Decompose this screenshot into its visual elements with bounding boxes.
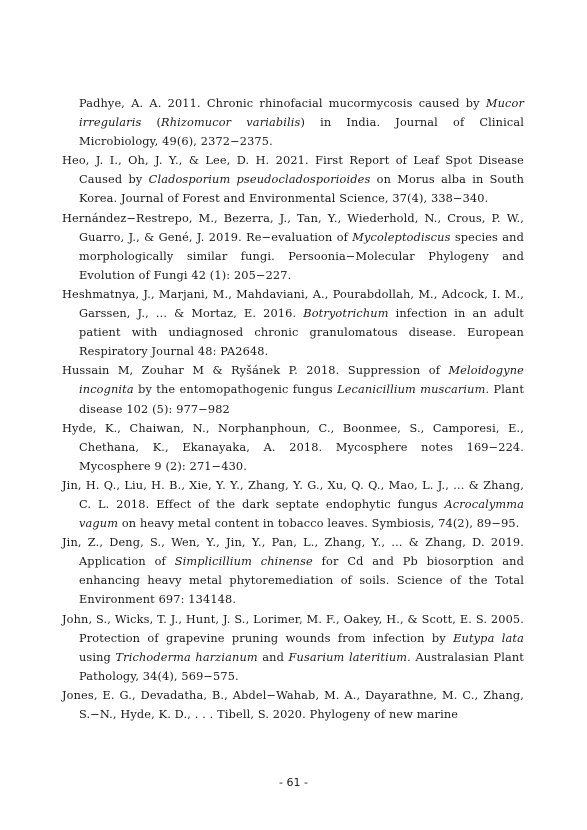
species-name: Acrocalymma vagum <box>79 497 524 531</box>
species-name: Mycoleptodiscus <box>352 230 451 244</box>
reference-text: Heshmatnya, J., Marjani, M., Mahdaviani, A., Pourabdollah, M., Adcock, I. M., Garssen, J., ... & Mortaz, E. 2016. <box>62 287 524 321</box>
reference-text: Hernández−Restrepo, M., Bezerra, J., Tan, Y., Wiederhold, N., Crous, P. W., Guarro, J., & Gené, J. 2019. Re−evaluation of <box>62 211 524 244</box>
reference-text: Jones, E. G., Devadatha, B., Abdel−Wahab, M. A., Dayarathne, M. C., Zhang, S.−N., Hyde, K. D., . . . Tibell, S. 2020. Phylogeny of new marine <box>62 688 524 721</box>
reference-text: Heo, J. I., Oh, J. Y., & Lee, D. H. 2021. First Report of Leaf Spot Disease Caused by <box>62 154 524 187</box>
reference-text: for Cd and Pb biosorption and enhancing heavy metal phytoremediation of soils. Science of the Total Environment 697: 134148. <box>79 555 524 607</box>
reference-text: . Australasian Plant Pathology, 34(4), 569−575. <box>79 650 524 683</box>
reference-text: by the entomopathogenic fungus <box>133 383 338 397</box>
species-name: Cladosporium pseudocladosporioides <box>148 173 371 187</box>
page-number: - 61 - <box>279 776 308 789</box>
species-name: Fusarium lateritium <box>288 650 408 664</box>
reference-text: using <box>79 650 116 664</box>
reference-entry <box>62 419 524 476</box>
species-name: Mucor irregularis <box>79 97 524 130</box>
reference-text: John, S., Wicks, T. J., Hunt, J. S., Lorimer, M. F., Oakey, H., & Scott, E. S. 2005. Protection of grapevine pruning wounds from infection by <box>62 612 524 645</box>
reference-entry <box>62 610 524 686</box>
reference-entry <box>62 94 524 151</box>
reference-text: on heavy metal content in tobacco leaves. Symbiosis, 74(2), 89−95. <box>118 517 520 531</box>
species-name: Eutypa lata <box>453 631 524 645</box>
species-name: Meloidogyne incognita <box>79 364 524 397</box>
species-name: Botryotrichum <box>303 307 389 321</box>
reference-text: ( <box>141 116 162 130</box>
reference-text: species and morphologically similar fungi. Persoonia−Molecular Phylogeny and Evolution of Fungi 42 (1): 205−227. <box>79 230 524 282</box>
reference-entry <box>62 285 524 361</box>
reference-text: . Plant disease 102 (5): 977−982 <box>79 383 525 416</box>
reference-text: infection in an adult patient with undiagnosed chronic granulomatous disease. European Respiratory Journal 48: PA2648. <box>79 307 524 359</box>
reference-entry <box>62 151 524 208</box>
reference-text: Hyde, K., Chaiwan, N., Norphanphoun, C., Boonmee, S., Camporesi, E., Chethana, K., Ekanayaka, A. 2018. Mycosphere notes 169−224. Mycosphere 9 (2): 271−430. <box>62 421 524 473</box>
reference-entry <box>62 476 524 533</box>
reference-text: Jin, Z., Deng, S., Wen, Y., Jin, Y., Pan, L., Zhang, Y., ... & Zhang, D. 2019. Application of <box>62 536 524 569</box>
species-name: Trichoderma harzianum <box>115 650 258 664</box>
species-name: Rhizomucor variabilis <box>161 116 301 130</box>
reference-text: Padhye, A. A. 2011. Chronic rhinofacial mucormycosis caused by <box>79 97 486 110</box>
reference-text: on Morus alba in South Korea. Journal of Forest and Environmental Science, 37(4), 338−340. <box>79 173 525 206</box>
species-name: Simplicillium chinense <box>174 555 313 569</box>
reference-entry <box>62 533 524 609</box>
reference-text: Hussain M, Zouhar M & Ryšánek P. 2018. Suppression of <box>62 364 449 378</box>
reference-text: Jin, H. Q., Liu, H. B., Xie, Y. Y., Zhang, Y. G., Xu, Q. Q., Mao, L. J., ... & Zhang, C. L. 2018. Effect of the dark septate endophytic fungus <box>62 478 524 511</box>
reference-text: ) in India. Journal of Clinical Microbiology, 49(6), 2372−2375. <box>79 116 524 149</box>
reference-entry <box>62 686 524 724</box>
species-name: Lecanicillium muscarium <box>337 383 486 397</box>
reference-entry <box>62 361 524 418</box>
reference-text: and <box>257 650 289 664</box>
reference-list <box>62 94 524 724</box>
reference-entry <box>62 209 524 285</box>
